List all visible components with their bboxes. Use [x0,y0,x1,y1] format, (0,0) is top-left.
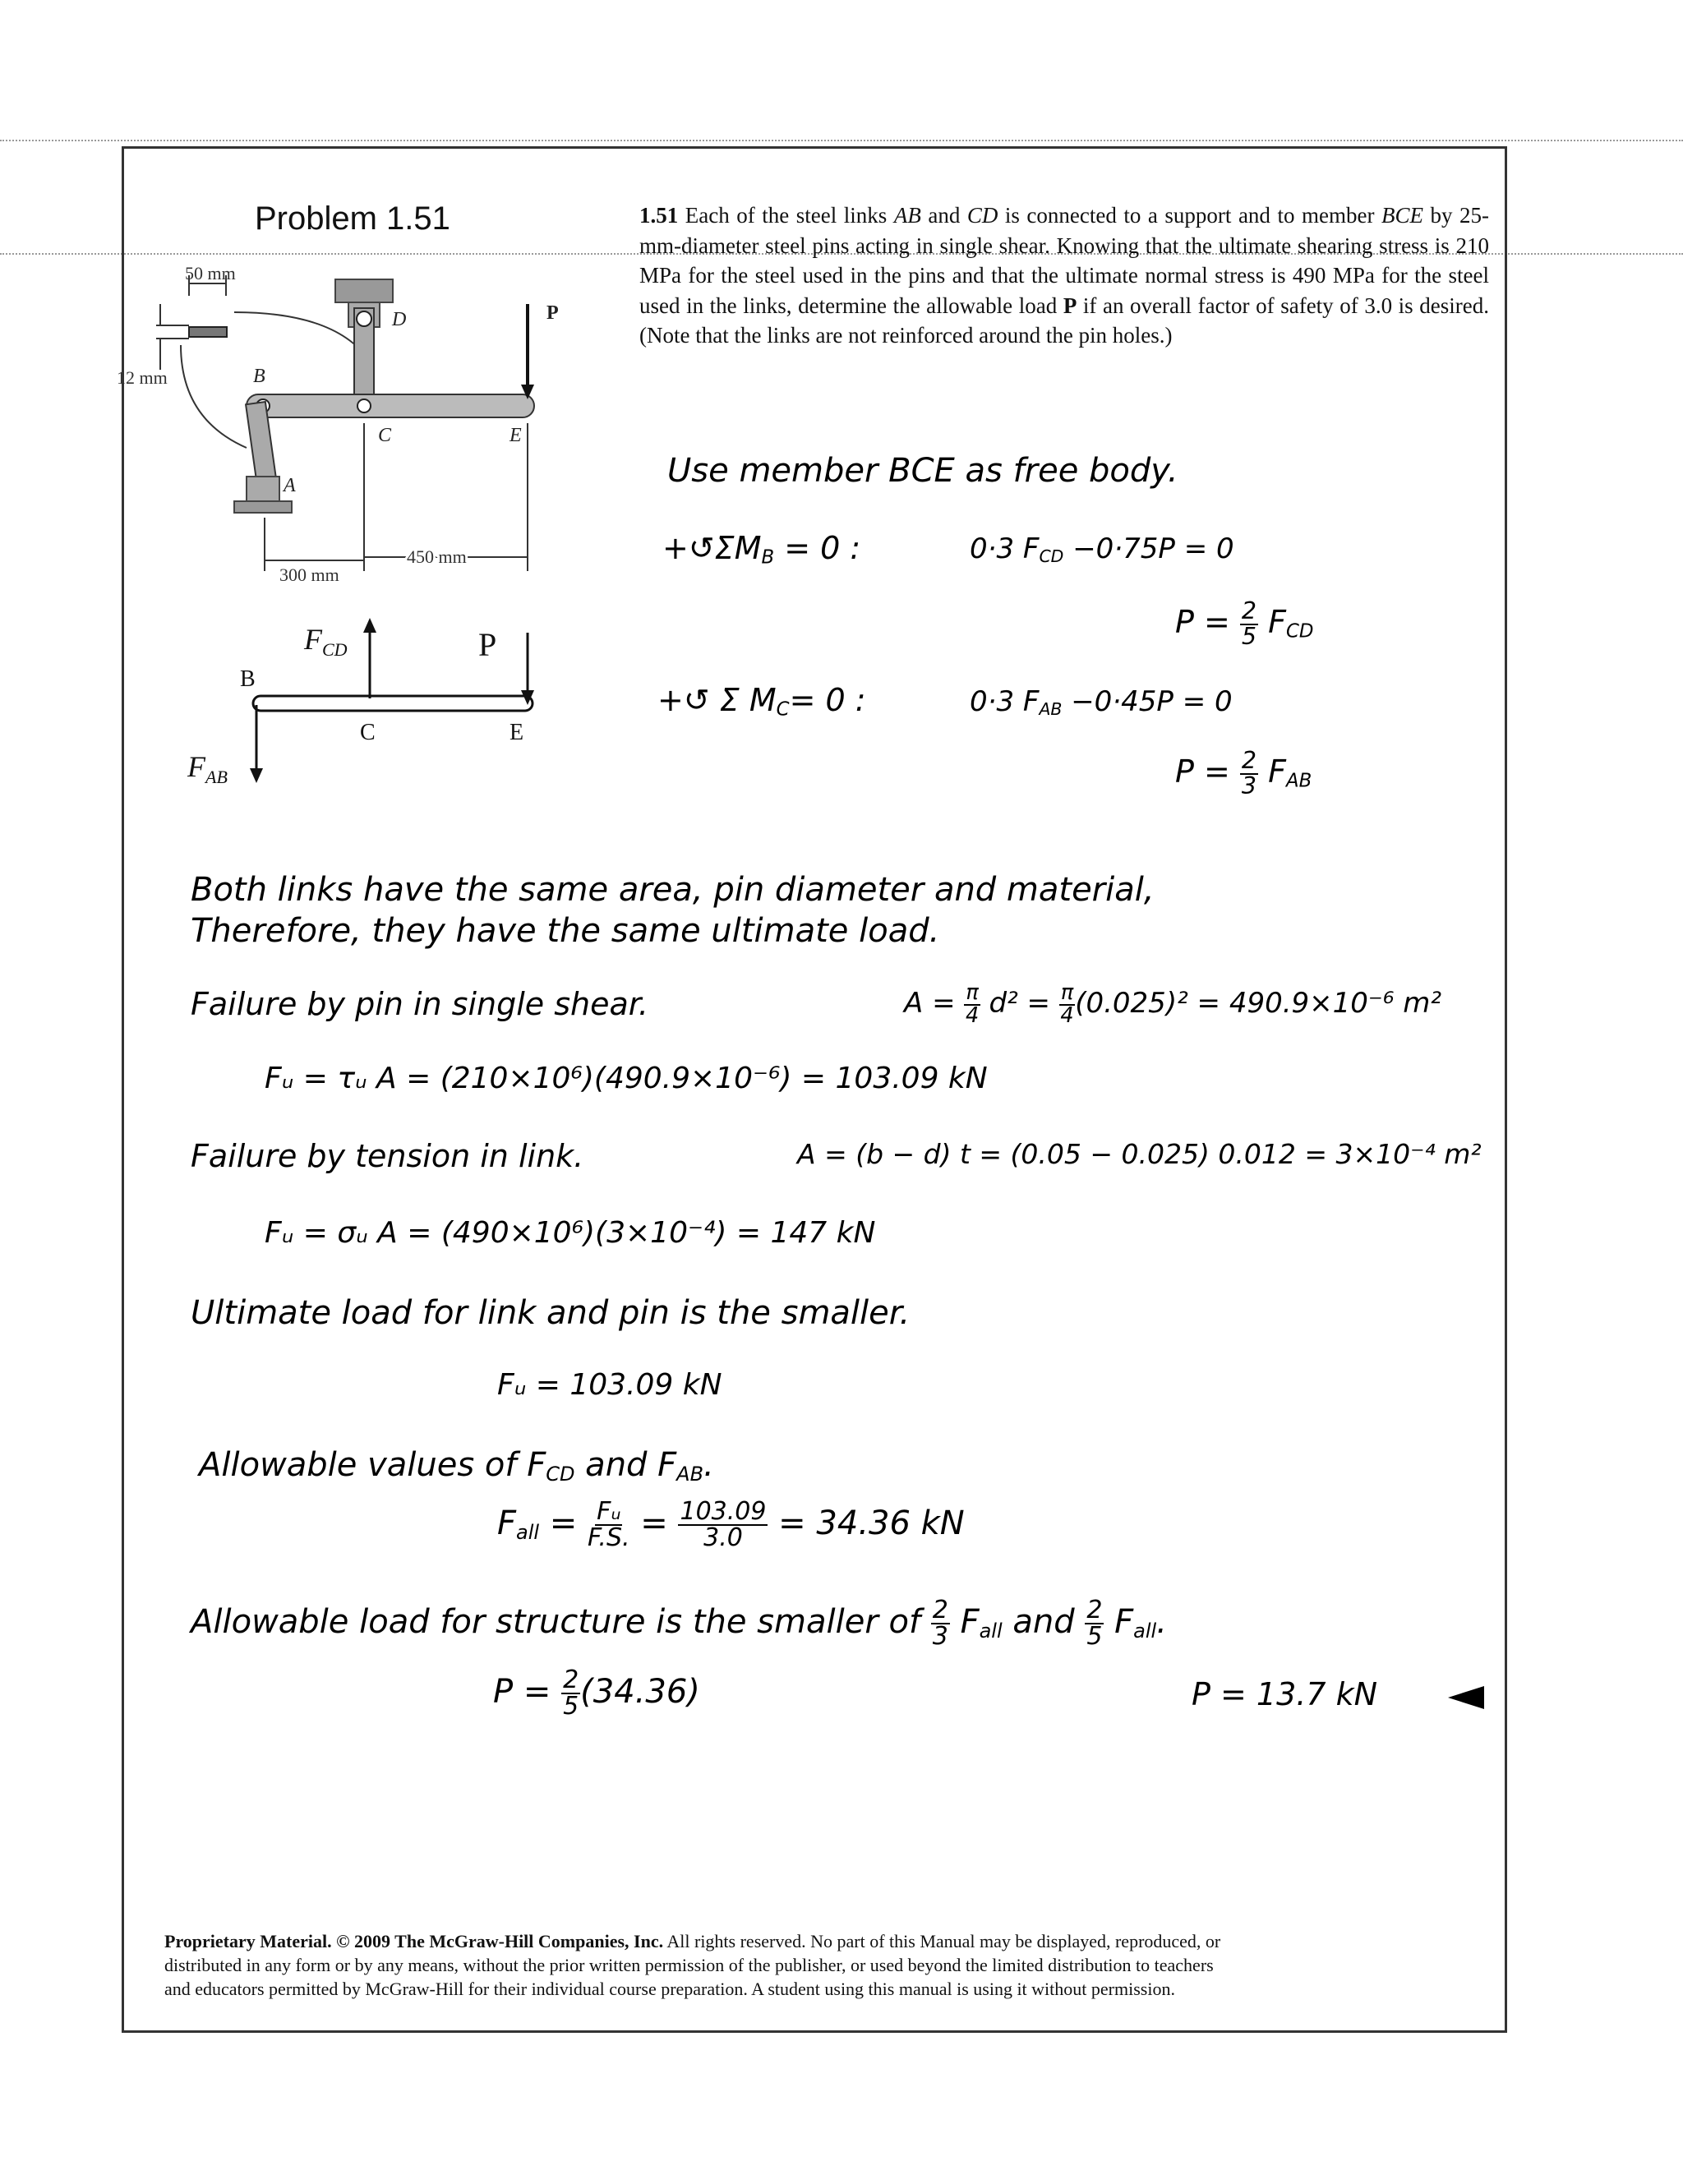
solution-line-6: Both links have the same area, pin diameter and material, [191,871,1155,909]
statement-part: is connected to a support and to member [998,203,1381,228]
fbd-fab-label: $F_{AB}$ [187,750,228,787]
solution-line-8: Failure by pin in single shear. [191,986,649,1022]
answer-pointer-icon [1448,1686,1484,1709]
solution-line-17: P = $\frac{2}{5}$ (34.36) [493,1666,700,1721]
statement-part: if an overall factor of safety of 3.0 is desired. (Note that the links are not reinforced around the pin holes.) [639,293,1489,348]
member-bce [247,394,534,417]
problem-number: 1.51 [639,203,679,228]
solution-line-2-eq: 0·3 $F_{CD} -0\cdot 75P = 0$ [970,532,1234,567]
fbd-p-label: P [478,626,497,663]
problem-title: Problem 1.51 [255,200,450,237]
structure-figure [117,247,583,600]
footer-line-1: Proprietary Material. © 2009 The McGraw-Hill Companies, Inc. All rights reserved. No part of this Manual may be displayed, reproduced, or [164,1931,1221,1951]
fbd-b-label: B [240,666,256,692]
arrow-to-ab [181,345,247,448]
label-b: B [253,366,265,387]
fbd-e-label: E [510,720,524,745]
dim-12-label: 12 mm [117,367,168,388]
footer-line-3: and educators permitted by McGraw-Hill for their individual course preparation. A student using this manual is using it without permission. [164,1979,1175,1999]
solution-line-13: Fᵤ = 103.09 kN [497,1368,722,1402]
label-e: E [510,425,522,446]
statement-part: and [920,203,967,228]
statement-part: AB [893,203,921,228]
support-d [335,279,393,302]
free-body-diagram [181,608,575,797]
solution-line-15: $F_{all}$ = $\frac{\text{Fᵤ}}{F.S.}$ = $\frac{103.09}{3.0}$ = 34.36 kN [497,1497,965,1552]
statement-part: BCE [1381,203,1423,228]
label-d: D [392,309,407,330]
label-a: A [284,475,296,496]
solution-line-9: Fᵤ = τᵤ A = (210×10⁶)(490.9×10⁻⁶) = 103.09 kN [265,1062,988,1095]
solution-line-7: Therefore, they have the same ultimate load. [191,912,940,950]
solution-line-3: P = $\frac{2}{5}$ $F_{CD}$ [1175,597,1314,650]
solution-line-10: Failure by tension in link. [191,1138,584,1174]
solution-line-1: Use member BCE as free body. [667,452,1178,490]
copyright-footer [164,1929,1455,2001]
link-cross-section [189,327,227,337]
solution-line-12: Ultimate load for link and pin is the smaller. [191,1294,911,1332]
support-a [247,477,279,501]
label-c: C [378,425,392,446]
statement-part: CD [966,203,998,228]
scan-line-top [0,140,1683,141]
statement-part: P [1063,293,1077,318]
solution-line-8b: A = $\frac{\pi}{4}$ d² = $\frac{\pi}{4}$ (0.025)² = 490.9×10⁻⁶ m² [904,980,1442,1028]
dim-50-label: 50 mm [185,263,236,283]
solution-line-5: P = $\frac{2}{3}$ $F_{AB}$ [1175,747,1312,799]
label-p: P [546,302,559,324]
fbd-fcd-label: $F_{CD}$ [304,623,348,660]
solution-line-16: Allowable load for structure is the smaller of $\frac{2}{3}$ $F_{all}$ and $\frac{2}{5}$ $F_{all}$. [191,1596,1167,1651]
solution-line-11: Fᵤ = σᵤ A = (490×10⁶)(3×10⁻⁴) = 147 kN [265,1216,876,1250]
problem-statement [639,200,1489,351]
dim-450-label: 450 mm [407,546,467,567]
statement-part: Each of the steel links [685,203,894,228]
dim-300-label: 300 mm [279,564,339,585]
solution-line-14: Allowable values of $F_{CD}$ and $F_{AB}$. [199,1446,714,1486]
solution-line-4: +↺ Σ $M_C= 0$ : [657,682,866,721]
fbd-c-label: C [360,720,376,745]
statement-part: by 25-mm-diameter steel pins acting in single shear. Knowing that the ultimate shearing stress is 210 MPa for the steel used in the pins and that the ultimate normal stress is 490 MPa for the steel used in the links, determine the allowable load [639,203,1490,318]
solution-line-4-eq: 0·3 $F_{AB} -0\cdot 45P = 0$ [970,685,1233,720]
fbd-member [253,696,533,711]
solution-line-10b: A = (b − d) t = (0.05 − 0.025) 0.012 = 3×10⁻⁴ m² [797,1138,1482,1170]
solution-line-2: $+↺\Sigma M_B = 0$ : [662,530,861,569]
final-answer: P = 13.7 kN [1192,1676,1378,1712]
footer-line-2: distributed in any form or by any means, without the prior written permission of the publisher, or used beyond the limited distribution to teachers [164,1955,1214,1975]
